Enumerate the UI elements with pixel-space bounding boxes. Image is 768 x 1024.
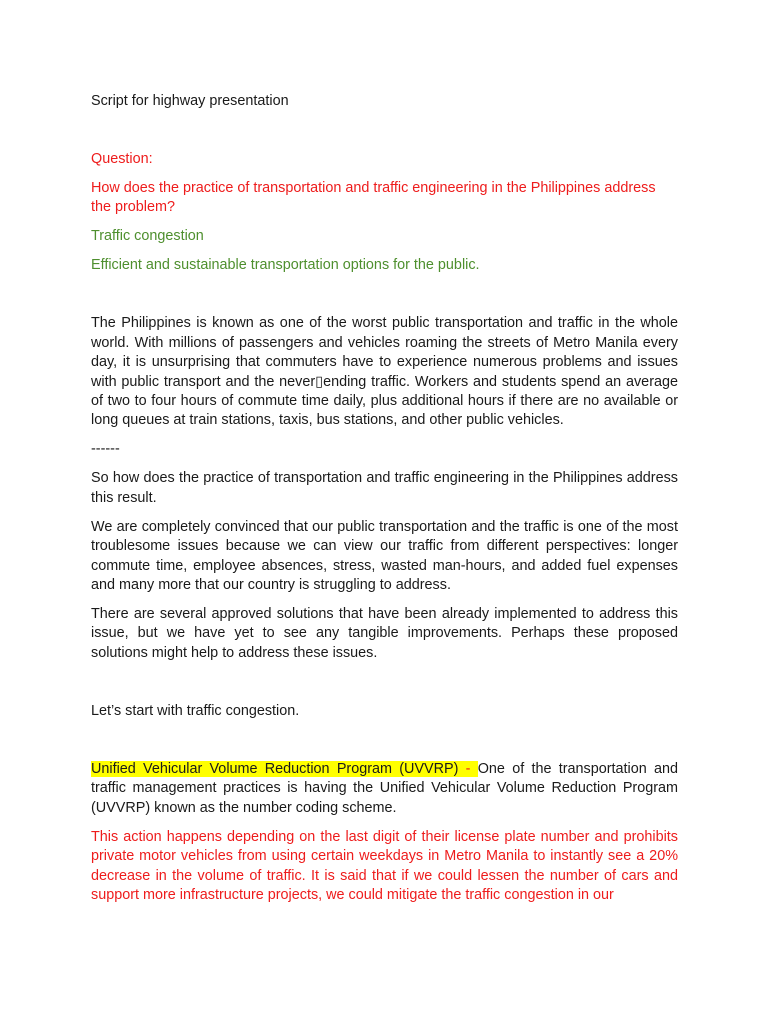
intro-paragraph: The Philippines is known as one of the worst public transportation and traffic in the whole world. With millions of passengers and vehicles roaming the streets of Metro Manila every day, it is unsurprising that commuters have to experience numerous problems and issues with public transport and the never▯ending traffic. Workers and students spend an average of two to four hours of commute time daily, plus additional hours if there are no available or long queues at train stations, taxis, bus stations, and other public vehicles. xyxy=(91,315,678,429)
start-paragraph: Let’s start with traffic congestion. xyxy=(91,702,300,719)
document-title: Script for highway presentation xyxy=(91,93,289,109)
question-label: Question: xyxy=(91,151,153,167)
uvvrp-heading: Unified Vehicular Volume Reduction Program (UVVRP) xyxy=(91,760,459,777)
uvvrp-dash: - xyxy=(458,760,478,777)
action-paragraph: This action happens depending on the last digit of their license plate number and prohibits private motor vehicles from using certain weekdays in Metro Manila to instantly see a 20% decrease in the volume of traffic. It is said that if we could lessen the number of cars and support more infrastructure projects, we could mitigate the traffic congestion in our xyxy=(91,828,678,903)
convinced-paragraph: We are completely convinced that our public transportation and the traffic is one of the most troublesome issues because we can view our traffic from different perspectives: longer commute time, employee absences, stress, wasted man-hours, and added fuel expenses and many more that our country is struggling to address. xyxy=(91,518,678,594)
topic-traffic-congestion: Traffic congestion xyxy=(91,228,204,245)
uvvrp-text: One of the transportation and traffic management practices is having the Unified Vehicular Volume Reduction Program (UVVRP) known as the number coding scheme. xyxy=(91,760,678,816)
section-separator: ------ xyxy=(91,441,120,458)
uvvrp-paragraph xyxy=(91,760,678,818)
solutions-paragraph: There are several approved solutions that have been already implemented to address this issue, but we have yet to see any tangible improvements. Perhaps these proposed solutions might help to address these issues. xyxy=(91,606,678,661)
question-text: How does the practice of transportation and traffic engineering in the Philippines address the problem? xyxy=(91,180,656,216)
so-how-paragraph: So how does the practice of transportation and traffic engineering in the Philippines address this result. xyxy=(91,470,678,506)
topic-sustainable-transport: Efficient and sustainable transportation options for the public. xyxy=(91,257,480,274)
document-body xyxy=(91,92,678,905)
